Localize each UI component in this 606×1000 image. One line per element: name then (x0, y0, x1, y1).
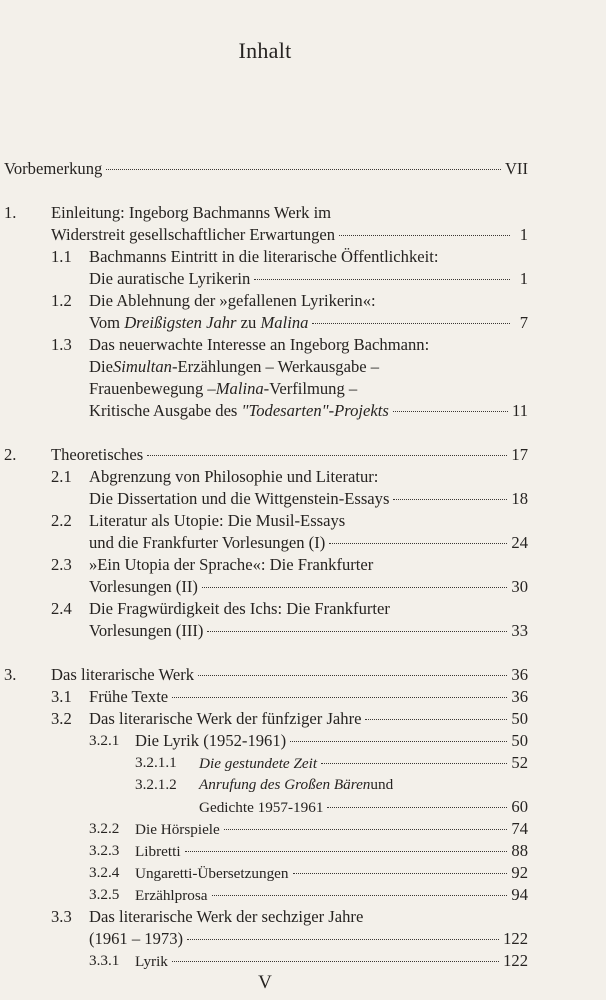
toc-entry-title: Widerstreit gesellschaftlicher Erwartungen (51, 225, 336, 244)
toc-entry-title: Vorlesungen (III) (89, 621, 204, 640)
toc-chapter-2-number: 2. (4, 445, 17, 464)
toc-section-number: 3.1 (51, 687, 72, 706)
toc-section-2-2[interactable] (89, 532, 528, 554)
toc-subsection-number: 3.2.2 (89, 820, 120, 837)
dot-leader (212, 894, 508, 896)
toc-entry-title: und die Frankfurter Vorlesungen (I) (89, 533, 326, 552)
dot-leader (185, 850, 508, 852)
toc-subsection-3-2-4[interactable] (135, 862, 528, 885)
toc-subsection-number: 3.3.1 (89, 952, 120, 969)
toc-entry-title: Vom Dreißigsten Jahr zu Malina (89, 313, 309, 332)
toc-entry-title: Libretti (135, 843, 181, 860)
toc-section-1-1[interactable] (89, 268, 528, 290)
page-number: V (258, 972, 272, 993)
toc-page-number: 50 (511, 731, 528, 750)
toc-subsection-3-2-3[interactable] (135, 840, 528, 863)
toc-chapter-1[interactable] (51, 224, 528, 246)
toc-entry-title: Die Hörspiele (135, 821, 220, 838)
toc-section-2-3-line1: »Ein Utopia der Sprache«: Die Frankfurter (89, 555, 374, 574)
toc-entry-title: Ungaretti-Übersetzungen (135, 865, 289, 882)
toc-entry-title: Kritische Ausgabe des "Todesarten"-Projekts (89, 401, 389, 420)
toc-section-3-3-line1: Das literarische Werk der sechziger Jahre (89, 907, 364, 926)
toc-page-number: 17 (511, 445, 528, 464)
toc-section-number: 1.3 (51, 335, 72, 354)
toc-chapter-2[interactable] (51, 444, 528, 466)
dot-leader (202, 586, 508, 588)
dot-leader (106, 168, 501, 170)
toc-section-2-4-line1: Die Fragwürdigkeit des Ichs: Die Frankfurter (89, 599, 390, 618)
toc-subsection-3-2-2[interactable] (135, 818, 528, 841)
dot-leader (198, 674, 507, 676)
toc-entry-title: Das literarische Werk der fünfziger Jahre (89, 709, 362, 728)
toc-entry-title: Die auratische Lyrikerin (89, 269, 251, 288)
toc-entry-title: Vorlesungen (II) (89, 577, 198, 596)
toc-page-number: 36 (511, 687, 528, 706)
toc-page-number: 50 (511, 709, 528, 728)
toc-section-number: 3.2 (51, 709, 72, 728)
toc-subsubsection-3-2-1-1[interactable] (199, 752, 528, 775)
dot-leader (293, 872, 508, 874)
dot-leader (187, 938, 499, 940)
toc-section-3-2[interactable] (89, 708, 528, 730)
toc-section-1-3-line3: Frauenbewegung – Malina -Verfilmung – (89, 379, 358, 398)
toc-page-number: 60 (511, 797, 528, 816)
toc-page-number: 94 (511, 885, 528, 904)
toc-page-number: 24 (511, 533, 528, 552)
dot-leader (147, 454, 507, 456)
toc-section-2-2-line1: Literatur als Utopie: Die Musil-Essays (89, 511, 346, 530)
toc-page-number: 33 (511, 621, 528, 640)
toc-page-number: 36 (511, 665, 528, 684)
toc-section-number: 2.4 (51, 599, 72, 618)
toc-page-number: 1 (519, 225, 528, 244)
toc-subsubsection-number: 3.2.1.1 (135, 754, 177, 771)
toc-subsection-3-2-5[interactable] (135, 884, 528, 907)
dot-leader (224, 828, 508, 830)
toc-entry-title: Theoretisches (51, 445, 144, 464)
toc-section-number: 2.3 (51, 555, 72, 574)
toc-section-number: 2.2 (51, 511, 72, 530)
toc-chapter-3[interactable] (51, 664, 528, 686)
toc-section-1-3-line1: Das neuerwachte Interesse an Ingeborg Bachmann: (89, 335, 430, 354)
dot-leader (321, 762, 507, 764)
toc-entry-vorbemerkung[interactable] (4, 158, 528, 180)
toc-entry-title: (1961 – 1973) (89, 929, 184, 948)
dot-leader (254, 278, 510, 280)
toc-entry-title: Erzählprosa (135, 887, 208, 904)
toc-page-number: 74 (511, 819, 528, 838)
toc-section-1-1-line1: Bachmanns Eintritt in die literarische Öffentlichkeit: (89, 247, 439, 266)
toc-page-number: 30 (511, 577, 528, 596)
toc-page-number: 92 (511, 863, 528, 882)
toc-page-number: 122 (503, 951, 528, 970)
toc-section-number: 1.1 (51, 247, 72, 266)
toc-section-1-3[interactable] (89, 400, 528, 422)
toc-entry-title: Frühe Texte (89, 687, 169, 706)
toc-subsection-3-2-1[interactable] (135, 730, 528, 752)
toc-subsubsection-3-2-1-2-line1: Anrufung des Großen Bären und (199, 776, 394, 793)
toc-page-number: 122 (503, 929, 528, 948)
toc-page-number: 88 (511, 841, 528, 860)
toc-section-1-3-line2: Die Simultan -Erzählungen – Werkausgabe – (89, 357, 380, 376)
toc-section-3-1[interactable] (89, 686, 528, 708)
toc-page-number: VII (504, 159, 528, 178)
toc-entry-title: Lyrik (135, 953, 168, 970)
toc-chapter-3-number: 3. (4, 665, 17, 684)
dot-leader (327, 806, 507, 808)
dot-leader (207, 630, 507, 632)
toc-entry-title: Vorbemerkung (4, 159, 103, 178)
toc-subsection-number: 3.2.4 (89, 864, 120, 881)
toc-section-2-3[interactable] (89, 576, 528, 598)
toc-page-number: 52 (511, 753, 528, 772)
toc-subsubsection-3-2-1-2[interactable] (199, 796, 528, 819)
toc-entry-title: Die gestundete Zeit (199, 755, 318, 772)
toc-entry-title: Die Dissertation und die Wittgenstein-Essays (89, 489, 390, 508)
dot-leader (393, 410, 508, 412)
toc-subsection-number: 3.2.5 (89, 886, 120, 903)
toc-page-number: 7 (519, 313, 528, 332)
toc-section-2-1[interactable] (89, 488, 528, 510)
toc-chapter-1-line1: Einleitung: Ingeborg Bachmanns Werk im (51, 203, 332, 222)
toc-page-number: 1 (519, 269, 528, 288)
toc-section-2-1-line1: Abgrenzung von Philosophie und Literatur: (89, 467, 379, 486)
toc-section-number: 2.1 (51, 467, 72, 486)
dot-leader (290, 740, 507, 742)
dot-leader (329, 542, 507, 544)
toc-section-1-2-line1: Die Ablehnung der »gefallenen Lyrikerin«: (89, 291, 376, 310)
toc-section-2-4[interactable] (89, 620, 528, 642)
dot-leader (172, 696, 507, 698)
toc-page-number: 18 (511, 489, 528, 508)
toc-section-3-3[interactable] (89, 928, 528, 950)
dot-leader (393, 498, 507, 500)
toc-entry-title: Das literarische Werk (51, 665, 195, 684)
toc-subsection-number: 3.2.3 (89, 842, 120, 859)
dot-leader (172, 960, 499, 962)
toc-entry-title: Die Lyrik (1952-1961) (135, 731, 287, 750)
toc-section-1-2[interactable] (89, 312, 528, 334)
dot-leader (312, 322, 510, 324)
toc-subsubsection-number: 3.2.1.2 (135, 776, 177, 793)
dot-leader (339, 234, 510, 236)
toc-section-number: 1.2 (51, 291, 72, 310)
toc-chapter-1-number: 1. (4, 203, 17, 222)
page-title: Inhalt (238, 38, 292, 63)
toc-entry-title: Gedichte 1957-1961 (199, 799, 324, 816)
dot-leader (365, 718, 507, 720)
toc-section-number: 3.3 (51, 907, 72, 926)
toc-subsection-3-3-1[interactable] (135, 950, 528, 973)
toc-subsection-number: 3.2.1 (89, 732, 120, 749)
toc-page-number: 11 (512, 401, 528, 420)
